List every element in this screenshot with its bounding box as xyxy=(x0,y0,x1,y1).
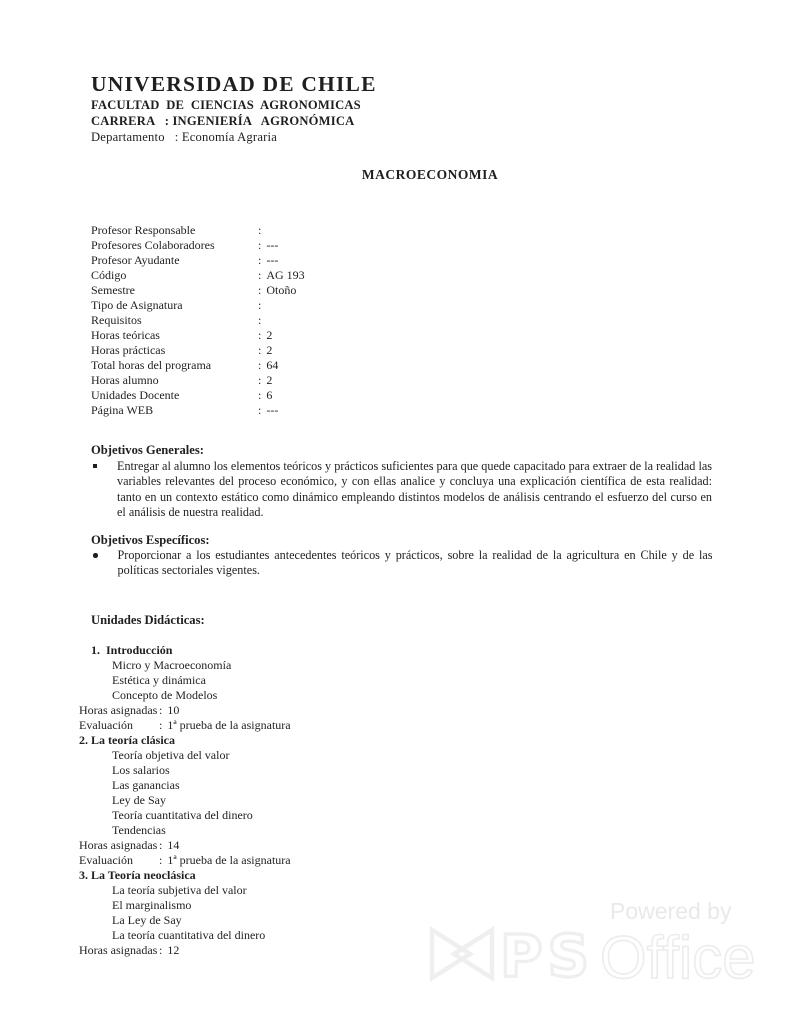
course-details xyxy=(91,223,305,418)
detail-row xyxy=(91,388,305,403)
detail-label: Horas prácticas xyxy=(91,343,166,357)
detail-row xyxy=(91,373,305,388)
unit-title: 2. La teoría clásica xyxy=(79,733,175,747)
detail-colon: : xyxy=(258,388,262,402)
unit-title: 1. Introducción xyxy=(91,643,173,657)
university-name: UNIVERSIDAD DE CHILE xyxy=(91,72,377,96)
unit-topic: La teoría subjetiva del valor xyxy=(112,883,247,897)
detail-row xyxy=(91,358,305,373)
horas-label: Horas asignadas xyxy=(79,943,158,957)
objetivos-generales-heading: Objetivos Generales: xyxy=(91,443,204,457)
detail-row xyxy=(91,328,305,343)
detail-colon: : xyxy=(258,223,262,237)
detail-label: Profesor Responsable xyxy=(91,223,196,237)
horas-value: 10 xyxy=(167,703,180,717)
detail-row xyxy=(91,238,305,253)
horas-label: Horas asignadas xyxy=(79,838,158,852)
evaluacion-value: 1ª prueba de la asignatura xyxy=(167,718,291,732)
meta-colon: : xyxy=(159,943,163,957)
unit-topic: Tendencias xyxy=(112,823,166,837)
career-line: CARRERA : INGENIERÍA AGRONÓMICA xyxy=(91,114,355,128)
detail-colon: : xyxy=(258,343,262,357)
wps-letters-text: PS xyxy=(500,922,595,990)
detail-colon: : xyxy=(258,298,262,312)
detail-value: 2 xyxy=(266,328,273,342)
meta-colon: : xyxy=(159,718,163,732)
detail-value: 64 xyxy=(266,358,279,372)
letterhead xyxy=(91,71,377,145)
objetivos-especificos-heading: Objetivos Específicos: xyxy=(91,533,210,547)
detail-row xyxy=(91,298,305,313)
unit-evaluacion-row xyxy=(0,853,800,868)
detail-colon: : xyxy=(258,283,262,297)
horas-value: 14 xyxy=(167,838,180,852)
detail-label: Total horas del programa xyxy=(91,358,212,372)
detail-label: Página WEB xyxy=(91,403,154,417)
detail-row xyxy=(91,403,305,418)
unit-topic: Los salarios xyxy=(112,763,170,777)
evaluacion-value: 1ª prueba de la asignatura xyxy=(167,853,291,867)
detail-colon: : xyxy=(258,253,262,267)
unit-evaluacion-row xyxy=(0,718,800,733)
detail-value: 2 xyxy=(266,373,273,387)
detail-label: Profesor Ayudante xyxy=(91,253,180,267)
unit-horas-row xyxy=(0,703,800,718)
detail-colon: : xyxy=(258,403,262,417)
detail-label: Unidades Docente xyxy=(91,388,180,402)
horas-label: Horas asignadas xyxy=(79,703,158,717)
evaluacion-label: Evaluación xyxy=(79,718,133,732)
bullet-dot-icon xyxy=(93,553,98,558)
meta-colon: : xyxy=(159,853,163,867)
evaluacion-label: Evaluación xyxy=(79,853,133,867)
detail-value: --- xyxy=(266,253,279,267)
unit-topic: Micro y Macroeconomía xyxy=(112,658,232,672)
powered-by-text: Powered by xyxy=(610,898,732,924)
unit-topic: La Ley de Say xyxy=(112,913,182,927)
detail-row xyxy=(91,223,305,238)
unit-topic: Teoría cuantitativa del dinero xyxy=(112,808,253,822)
unit-topic: El marginalismo xyxy=(112,898,192,912)
detail-colon: : xyxy=(258,373,262,387)
detail-label: Tipo de Asignatura xyxy=(91,298,183,312)
department-line: Departamento : Economía Agraria xyxy=(91,130,277,144)
horas-value: 12 xyxy=(167,943,180,957)
unit-title: 3. La Teoría neoclásica xyxy=(79,868,196,882)
detail-colon: : xyxy=(258,328,262,342)
detail-label: Horas alumno xyxy=(91,373,159,387)
detail-colon: : xyxy=(258,358,262,372)
detail-value: --- xyxy=(266,238,279,252)
unit-topic: Estética y dinámica xyxy=(112,673,206,687)
detail-label: Código xyxy=(91,268,127,282)
detail-row xyxy=(91,283,305,298)
office-text: Office xyxy=(600,924,756,991)
objetivos-generales-text: Entregar al alumno los elementos teóricos y prácticos suficientes para que quede capacitado para extraer de la realidad las variables relevantes del proceso económico, y con ellas analice y concluya una explicación científica de esta realidad: tanto en un contexto estático como dinámico empleando distintos modelos de análisis centrando el esfuerzo del curso en el análisis de nuestra realidad. xyxy=(117,459,712,519)
course-title: MACROECONOMIA xyxy=(361,167,499,182)
detail-row xyxy=(91,313,305,328)
meta-colon: : xyxy=(159,838,163,852)
detail-colon: : xyxy=(258,268,262,282)
detail-value: Otoño xyxy=(266,283,297,297)
detail-colon: : xyxy=(258,313,262,327)
detail-label: Profesores Colaboradores xyxy=(91,238,215,252)
unidades-heading: Unidades Didácticas: xyxy=(91,613,205,627)
unit-topic: Concepto de Modelos xyxy=(112,688,218,702)
detail-label: Horas teóricas xyxy=(91,328,160,342)
detail-row xyxy=(91,253,305,268)
unit-horas-row xyxy=(0,943,800,958)
objetivos-especificos-text: Proporcionar a los estudiantes antecedentes teóricos y prácticos, sobre la realidad de la agricultura en Chile y de las políticas sectoriales vigentes. xyxy=(117,548,713,578)
unit-topic: Las ganancias xyxy=(112,778,180,792)
bullet-square-icon xyxy=(93,464,97,468)
meta-colon: : xyxy=(159,703,163,717)
detail-value: 6 xyxy=(266,388,273,402)
detail-value: AG 193 xyxy=(266,268,305,282)
detail-value: --- xyxy=(266,403,279,417)
detail-row xyxy=(91,268,305,283)
unit-topic: La teoría cuantitativa del dinero xyxy=(112,928,266,942)
detail-label: Requisitos xyxy=(91,313,142,327)
detail-row xyxy=(91,343,305,358)
objetivos-especificos-item xyxy=(91,548,715,579)
detail-value: 2 xyxy=(266,343,273,357)
objetivos-generales-item xyxy=(91,459,715,520)
detail-label: Semestre xyxy=(91,283,135,297)
unit-horas-row xyxy=(0,838,800,853)
faculty-line: FACULTAD DE CIENCIAS AGRONOMICAS xyxy=(91,98,361,112)
detail-colon: : xyxy=(258,238,262,252)
unit-topic: Ley de Say xyxy=(112,793,166,807)
unidades-list xyxy=(0,643,800,958)
unit-topic: Teoría objetiva del valor xyxy=(112,748,230,762)
